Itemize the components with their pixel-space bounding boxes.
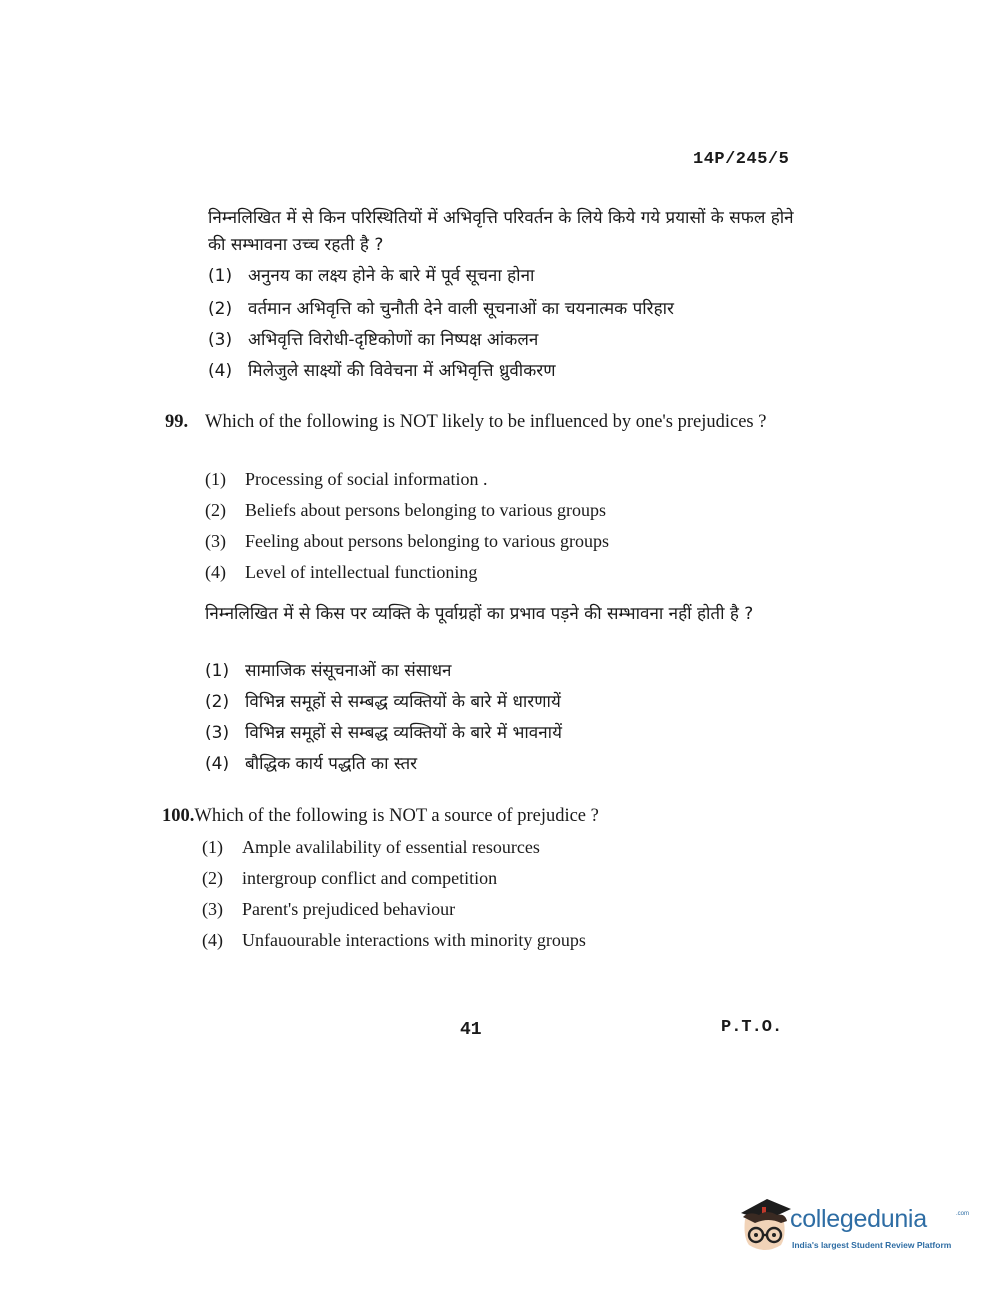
paper-code: 14P/245/5 <box>693 150 790 169</box>
question-99-stem <box>165 410 805 435</box>
option-text: Level of intellectual functioning <box>245 562 478 582</box>
option-text: मिलेजुले साक्ष्यों की विवेचना में अभिवृत्ति ध्रुवीकरण <box>248 361 556 381</box>
page-number: 41 <box>460 1020 482 1040</box>
option-number: (4) <box>205 562 226 582</box>
option-text: intergroup conflict and competition <box>242 868 498 888</box>
option-number: (3) <box>208 330 233 350</box>
q99-option-1 <box>205 468 487 490</box>
q99-hindi-option-2 <box>205 691 561 713</box>
collegedunia-watermark <box>735 1195 970 1265</box>
option-number: (1) <box>205 469 226 489</box>
question-text: Which of the following is NOT a source of prejudice ? <box>194 806 599 826</box>
q99-option-3 <box>205 530 609 552</box>
question-98-hindi-stem: निम्नलिखित में से किन परिस्थितियों में अभिवृत्ति परिवर्तन के लिये किये गये प्रयासों के सफल होने की सम्भावना उच्च रहती है ? <box>208 208 794 255</box>
option-text: बौद्धिक कार्य पद्धति का स्तर <box>245 754 418 774</box>
option-text: Parent's prejudiced behaviour <box>242 899 456 919</box>
brand-suffix: .com <box>956 1211 970 1217</box>
option-text: Unfauourable interactions with minority groups <box>242 930 586 950</box>
q98-hindi-option-3 <box>208 329 538 351</box>
question-text: Which of the following is NOT likely to be influenced by one's prejudices ? <box>205 412 767 432</box>
q99-option-4 <box>205 561 477 583</box>
option-number: (3) <box>205 531 226 551</box>
option-text: अभिवृत्ति विरोधी-दृष्टिकोणों का निष्पक्ष आंकलन <box>248 330 539 350</box>
option-number: (3) <box>205 723 230 743</box>
option-number: (1) <box>208 266 233 286</box>
option-number: (2) <box>202 868 223 888</box>
option-text: Ample avalilability of essential resources <box>242 837 540 857</box>
q100-option-4 <box>202 929 586 951</box>
option-text: सामाजिक संसूचनाओं का संसाधन <box>245 661 452 681</box>
option-text: अनुनय का लक्ष्य होने के बारे में पूर्व सूचना होना <box>248 266 535 286</box>
student-mascot-icon <box>735 1195 795 1259</box>
option-text: Feeling about persons belonging to various groups <box>245 531 609 551</box>
option-number: (2) <box>208 299 233 319</box>
q99-hindi-option-3 <box>205 722 562 744</box>
q100-option-2 <box>202 867 497 889</box>
option-number: (2) <box>205 500 226 520</box>
option-number: (2) <box>205 692 230 712</box>
option-text: वर्तमान अभिवृत्ति को चुनौती देने वाली सूचनाओं का चयनात्मक परिहार <box>248 299 674 319</box>
q98-hindi-option-1 <box>208 265 534 287</box>
option-number: (3) <box>202 899 223 919</box>
pto-label: P.T.O. <box>721 1018 783 1037</box>
question-99-hindi-stem: निम्नलिखित में से किस पर व्यक्ति के पूर्वाग्रहों का प्रभाव पड़ने की सम्भावना नहीं होती है ? <box>205 604 754 624</box>
q100-option-3 <box>202 898 455 920</box>
option-number: (4) <box>202 930 223 950</box>
option-number: (1) <box>205 661 230 681</box>
q99-hindi-option-1 <box>205 660 451 682</box>
q98-hindi-option-4 <box>208 360 556 382</box>
option-text: Beliefs about persons belonging to various groups <box>245 500 606 520</box>
q100-option-1 <box>202 836 540 858</box>
question-100-stem <box>162 804 802 829</box>
option-text: विभिन्न समूहों से सम्बद्ध व्यक्तियों के बारे में धारणायें <box>245 692 561 712</box>
q99-hindi-option-4 <box>205 753 417 775</box>
option-number: (1) <box>202 837 223 857</box>
brand-tagline: India's largest Student Review Platform <box>792 1240 952 1250</box>
question-number: 99. <box>165 412 189 432</box>
option-text: विभिन्न समूहों से सम्बद्ध व्यक्तियों के बारे में भावनायें <box>245 723 562 743</box>
option-number: (4) <box>205 754 230 774</box>
option-text: Processing of social information . <box>245 469 488 489</box>
question-number: 100. <box>162 806 195 826</box>
option-number: (4) <box>208 361 233 381</box>
brand-name: collegedunia <box>790 1205 927 1233</box>
q99-option-2 <box>205 499 606 521</box>
q98-hindi-option-2 <box>208 298 674 320</box>
